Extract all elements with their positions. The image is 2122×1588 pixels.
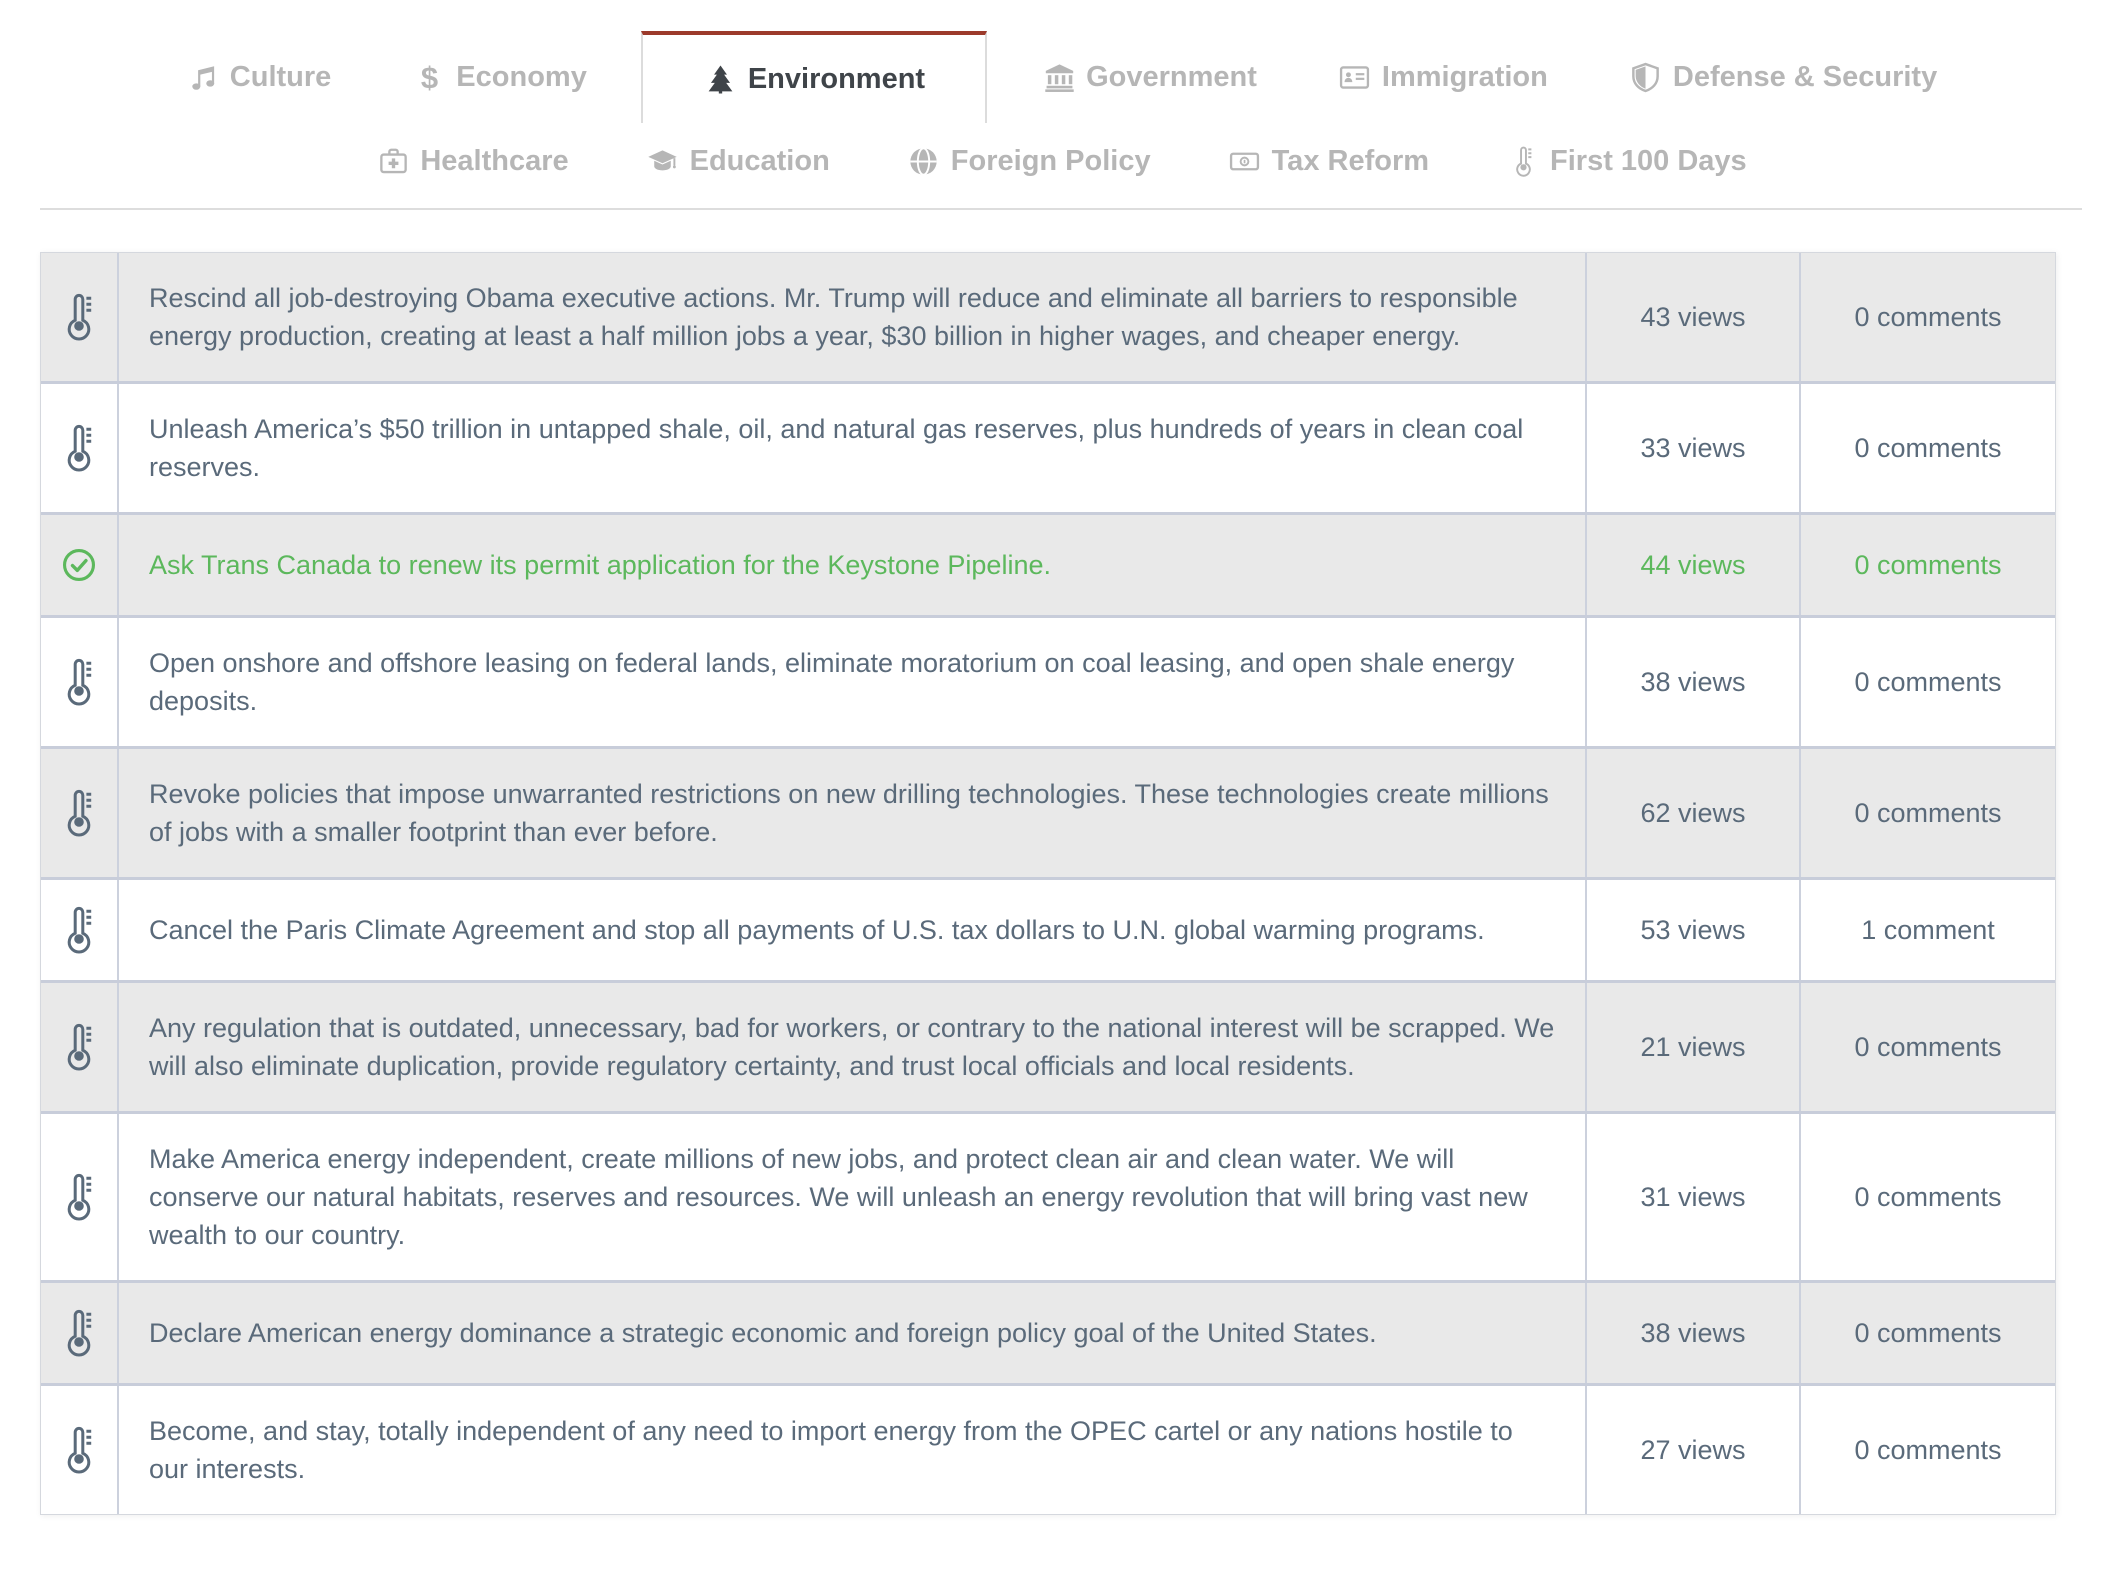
tab-label: Economy bbox=[456, 60, 587, 93]
tab-row-1 bbox=[40, 31, 2082, 123]
graduation-cap-icon bbox=[645, 146, 681, 177]
medkit-icon bbox=[375, 146, 411, 177]
tab-label: First 100 Days bbox=[1550, 144, 1747, 177]
tab-label: Education bbox=[689, 144, 830, 177]
bank-icon bbox=[1041, 62, 1077, 93]
promise-table bbox=[40, 252, 2056, 1515]
check-circle-icon bbox=[41, 515, 119, 615]
promise-text[interactable]: Unleash America’s $50 trillion in untapped shale, oil, and natural gas reserves, plus hundreds of years in clean coal reserves. bbox=[149, 414, 1524, 482]
globe-icon bbox=[906, 146, 942, 177]
money-icon bbox=[1227, 146, 1263, 177]
table-row[interactable] bbox=[41, 618, 2055, 749]
thermometer-icon bbox=[1505, 146, 1541, 177]
thermometer-icon bbox=[41, 253, 119, 381]
table-row[interactable] bbox=[41, 253, 2055, 384]
shield-icon bbox=[1628, 62, 1664, 93]
thermometer-icon bbox=[41, 983, 119, 1111]
promise-text[interactable]: Ask Trans Canada to renew its permit application for the Keystone Pipeline. bbox=[149, 550, 1051, 580]
table-row[interactable] bbox=[41, 983, 2055, 1114]
tab-tax-reform[interactable] bbox=[1189, 137, 1467, 185]
tab-defense-security[interactable] bbox=[1588, 31, 1977, 123]
thermometer-icon bbox=[41, 1114, 119, 1280]
tab-label: Government bbox=[1086, 60, 1257, 93]
id-card-icon bbox=[1337, 62, 1373, 93]
views-count: 44 views bbox=[1585, 515, 1799, 615]
promise-text[interactable]: Rescind all job-destroying Obama executive actions. Mr. Trump will reduce and eliminate all barriers to responsible energy production, creating at least a half million jobs a year, $30 billion in higher wages, and cheaper energy. bbox=[149, 283, 1518, 351]
tab-label: Healthcare bbox=[420, 144, 569, 177]
tab-culture[interactable] bbox=[145, 31, 372, 123]
views-count: 53 views bbox=[1585, 880, 1799, 980]
table-row[interactable] bbox=[41, 1114, 2055, 1283]
thermometer-icon bbox=[41, 1283, 119, 1383]
tab-label: Environment bbox=[747, 62, 926, 95]
tab-row-2 bbox=[40, 137, 2082, 185]
tree-icon bbox=[703, 64, 739, 95]
thermometer-icon bbox=[41, 384, 119, 512]
tab-label: Defense & Security bbox=[1672, 60, 1938, 93]
tab-label: Immigration bbox=[1381, 60, 1548, 93]
promise-text[interactable]: Revoke policies that impose unwarranted restrictions on new drilling technologies. These technologies create millions of jobs with a smaller footprint than ever before. bbox=[149, 779, 1549, 847]
comments-count: 0 comments bbox=[1799, 618, 2055, 746]
promise-text[interactable]: Make America energy independent, create millions of new jobs, and protect clean air and clean water. We will conserve our natural habitats, reserves and resources. We will unleash an energy revolution that will bring vast new wealth to our country. bbox=[149, 1144, 1528, 1250]
table-row[interactable] bbox=[41, 880, 2055, 983]
views-count: 43 views bbox=[1585, 253, 1799, 381]
table-row[interactable] bbox=[41, 384, 2055, 515]
comments-count: 0 comments bbox=[1799, 1386, 2055, 1514]
thermometer-icon bbox=[41, 1386, 119, 1514]
tab-healthcare[interactable] bbox=[337, 137, 606, 185]
promise-text[interactable]: Open onshore and offshore leasing on federal lands, eliminate moratorium on coal leasing, and open shale energy deposits. bbox=[149, 648, 1515, 716]
tab-economy[interactable] bbox=[371, 31, 627, 123]
views-count: 31 views bbox=[1585, 1114, 1799, 1280]
tab-label: Foreign Policy bbox=[950, 144, 1151, 177]
comments-count: 1 comment bbox=[1799, 880, 2055, 980]
views-count: 38 views bbox=[1585, 1283, 1799, 1383]
category-tab-bar bbox=[40, 0, 2082, 210]
tab-foreign-policy[interactable] bbox=[868, 137, 1189, 185]
thermometer-icon bbox=[41, 618, 119, 746]
table-row[interactable] bbox=[41, 1283, 2055, 1386]
tab-education[interactable] bbox=[607, 137, 868, 185]
music-icon bbox=[185, 62, 221, 93]
comments-count: 0 comments bbox=[1799, 983, 2055, 1111]
table-row[interactable] bbox=[41, 749, 2055, 880]
tab-label: Tax Reform bbox=[1271, 144, 1430, 177]
comments-count: 0 comments bbox=[1799, 384, 2055, 512]
comments-count: 0 comments bbox=[1799, 1283, 2055, 1383]
thermometer-icon bbox=[41, 749, 119, 877]
views-count: 38 views bbox=[1585, 618, 1799, 746]
comments-count: 0 comments bbox=[1799, 749, 2055, 877]
tab-environment[interactable] bbox=[641, 31, 987, 123]
promise-text[interactable]: Any regulation that is outdated, unnecessary, bad for workers, or contrary to the national interest will be scrapped. We will also eliminate duplication, provide regulatory certainty, and trust local officials and local residents. bbox=[149, 1013, 1555, 1081]
comments-count: 0 comments bbox=[1799, 1114, 2055, 1280]
tab-government[interactable] bbox=[1001, 31, 1297, 123]
views-count: 33 views bbox=[1585, 384, 1799, 512]
views-count: 27 views bbox=[1585, 1386, 1799, 1514]
promise-text[interactable]: Cancel the Paris Climate Agreement and stop all payments of U.S. tax dollars to U.N. global warming programs. bbox=[149, 915, 1485, 945]
thermometer-icon bbox=[41, 880, 119, 980]
promise-text[interactable]: Become, and stay, totally independent of any need to import energy from the OPEC cartel or any nations hostile to our interests. bbox=[149, 1416, 1513, 1484]
tab-label: Culture bbox=[229, 60, 332, 93]
comments-count: 0 comments bbox=[1799, 253, 2055, 381]
table-row[interactable] bbox=[41, 1386, 2055, 1514]
comments-count: 0 comments bbox=[1799, 515, 2055, 615]
dollar-icon bbox=[411, 62, 447, 93]
tab-immigration[interactable] bbox=[1297, 31, 1588, 123]
views-count: 21 views bbox=[1585, 983, 1799, 1111]
promise-text[interactable]: Declare American energy dominance a strategic economic and foreign policy goal of the United States. bbox=[149, 1318, 1377, 1348]
tab-first-100-days[interactable] bbox=[1467, 137, 1785, 185]
views-count: 62 views bbox=[1585, 749, 1799, 877]
table-row[interactable] bbox=[41, 515, 2055, 618]
